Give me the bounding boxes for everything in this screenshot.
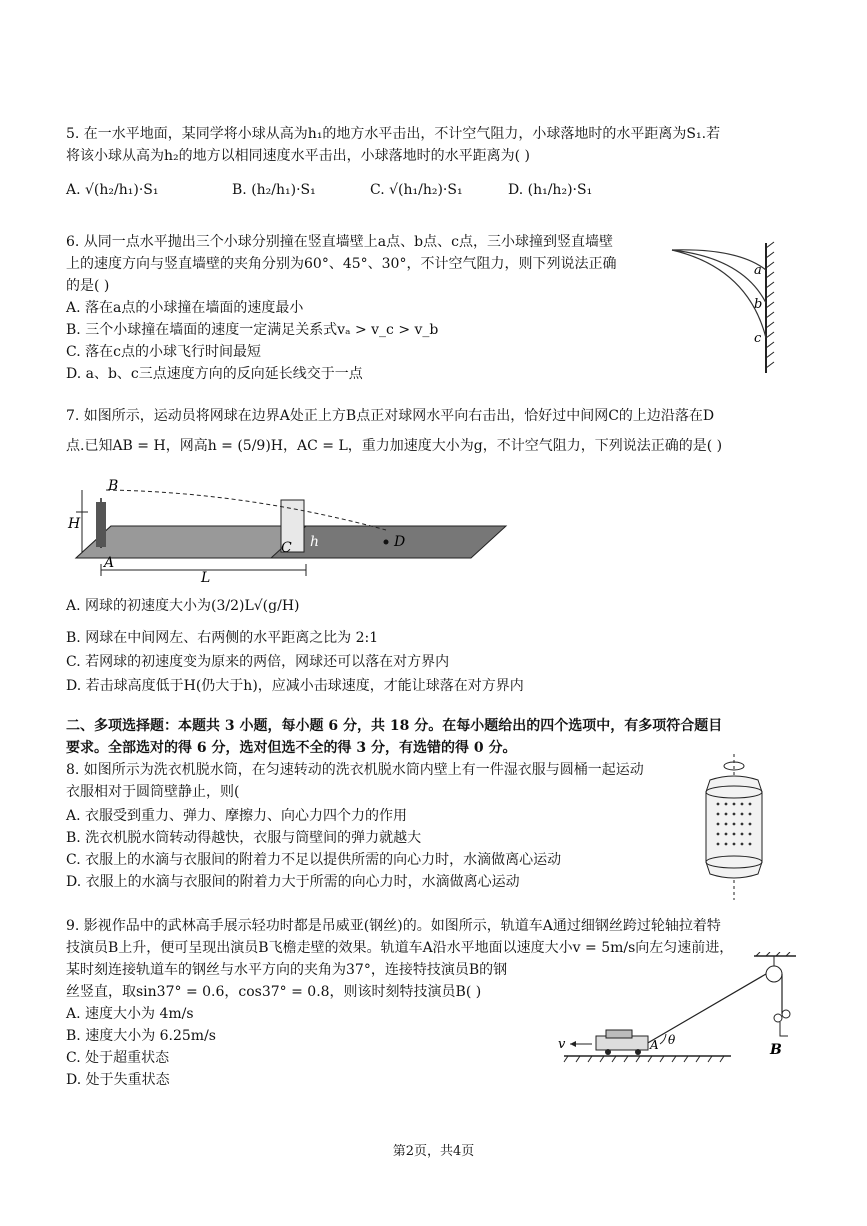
q6-label-c: c <box>754 331 762 346</box>
q7-option-a: A. 网球的初速度大小为(3/2)L√(g/H) <box>66 598 300 614</box>
q9-label-v: v <box>558 1037 566 1052</box>
q5-option-b: B. (h₂/h₁)·S₁ <box>232 182 316 198</box>
q9-stem-line1: 9. 影视作品中的武林高手展示轻功时都是吊威亚(钢丝)的。如图所示，轨道车A通过细钢丝跨过轮轴拉着特 <box>66 918 721 934</box>
q6-stem-line3: 的是( ) <box>66 278 110 294</box>
q8-option-d: D. 衣服上的水滴与衣服间的附着力大于所需的向心力时，水滴做离心运动 <box>66 874 520 890</box>
q7-label-net-h: h <box>310 534 320 550</box>
q6-label-b: b <box>754 297 763 312</box>
q8-drum-figure <box>696 752 772 902</box>
q8-option-b: B. 洗衣机脱水筒转动得越快，衣服与筒壁间的弹力就越大 <box>66 830 422 846</box>
q6-wall-figure <box>668 238 788 378</box>
q9-option-b: B. 速度大小为 6.25m/s <box>66 1028 216 1044</box>
q5-stem-line2: 将该小球从高为h₂的地方以相同速度水平击出，小球落地时的水平距离为( ) <box>66 148 531 164</box>
q5-option-d: D. (h₁/h₂)·S₁ <box>508 182 593 198</box>
q7-label-c: C <box>281 540 292 556</box>
q6-stem-line2: 上的速度方向与竖直墙壁的夹角分别为60°、45°、30°，不计空气阻力，则下列说法正确 <box>66 256 617 272</box>
q6-option-a: A. 落在a点的小球撞在墙面的速度最小 <box>66 300 304 316</box>
q7-stem-line2: 点.已知AB = H，网高h = (5/9)H，AC = L，重力加速度大小为g，不计空气阻力，下列说法正确的是( ) <box>66 438 723 454</box>
q9-label-a: A <box>650 1038 659 1052</box>
section2-instructions-line1: 二、多项选择题：本题共 3 小题，每小题 6 分，共 18 分。在每小题给出的四个选项中，有多项符合题目 <box>66 718 723 734</box>
q9-label-theta: θ <box>668 1033 676 1047</box>
q9-option-d: D. 处于失重状态 <box>66 1072 170 1088</box>
q9-option-a: A. 速度大小为 4m/s <box>66 1006 194 1022</box>
q7-label-d: D <box>394 534 406 550</box>
q7-label-h-height: H <box>68 516 81 532</box>
q9-label-b: B <box>770 1042 782 1058</box>
section2-instructions-line2: 要求。全部选对的得 6 分，选对但选不全的得 3 分，有选错的得 0 分。 <box>66 740 517 756</box>
q9-option-c: C. 处于超重状态 <box>66 1050 170 1066</box>
q8-option-a: A. 衣服受到重力、弹力、摩擦力、向心力四个力的作用 <box>66 808 408 824</box>
q7-label-b: B <box>108 478 119 494</box>
q8-option-c: C. 衣服上的水滴与衣服间的附着力不足以提供所需的向心力时，水滴做离心运动 <box>66 852 562 868</box>
q6-option-b: B. 三个小球撞在墙面的速度一定满足关系式vₐ > v_c > v_b <box>66 322 439 338</box>
q8-stem-line2: 衣服相对于圆筒壁静止，则( <box>66 784 240 800</box>
q6-option-d: D. a、b、c三点速度方向的反向延长线交于一点 <box>66 366 363 382</box>
q7-tennis-court-figure <box>66 470 536 588</box>
q9-stem-line3: 某时刻连接轨道车的钢丝与水平方向的夹角为37°，连接特技演员B的钢 <box>66 962 508 978</box>
q6-option-c: C. 落在c点的小球飞行时间最短 <box>66 344 261 360</box>
q6-stem-line1: 6. 从同一点水平抛出三个小球分别撞在竖直墙壁上a点、b点、c点，三小球撞到竖直墙壁 <box>66 234 613 250</box>
q5-stem-line1: 5. 在一水平地面，某同学将小球从高为h₁的地方水平击出，不计空气阻力，小球落地时的水平距离为S₁.若 <box>66 126 721 142</box>
q9-stem-line2: 技演员B上升，便可呈现出演员B飞檐走壁的效果。轨道车A沿水平地面以速度大小v = 5m/s向左匀速前进， <box>66 940 734 956</box>
q6-label-a: a <box>754 263 762 278</box>
q5-option-c: C. √(h₁/h₂)·S₁ <box>370 182 463 198</box>
q8-stem-line1: 8. 如图所示为洗衣机脱水筒，在匀速转动的洗衣机脱水筒内壁上有一件湿衣服与圆桶一起运动 <box>66 762 644 778</box>
q7-option-d: D. 若击球高度低于H(仍大于h)，应减小击球速度，才能让球落在对方界内 <box>66 678 524 694</box>
q7-option-b: B. 网球在中间网左、右两侧的水平距离之比为 2:1 <box>66 630 379 646</box>
page-footer: 第2页，共4页 <box>392 1144 475 1159</box>
q7-stem-line1: 7. 如图所示，运动员将网球在边界A处正上方B点正对球网水平向右击出，恰好过中间网C的上边沿落在D <box>66 408 715 424</box>
q7-label-l: L <box>201 570 211 586</box>
q7-option-c: C. 若网球的初速度变为原来的两倍，网球还可以落在对方界内 <box>66 654 450 670</box>
q9-pulley-figure <box>556 952 816 1082</box>
q5-option-a: A. √(h₂/h₁)·S₁ <box>66 182 159 198</box>
q9-stem-line4: 丝竖直，取sin37° = 0.6，cos37° = 0.8，则该时刻特技演员B( ) <box>66 984 482 1000</box>
q7-label-a: A <box>104 555 115 571</box>
